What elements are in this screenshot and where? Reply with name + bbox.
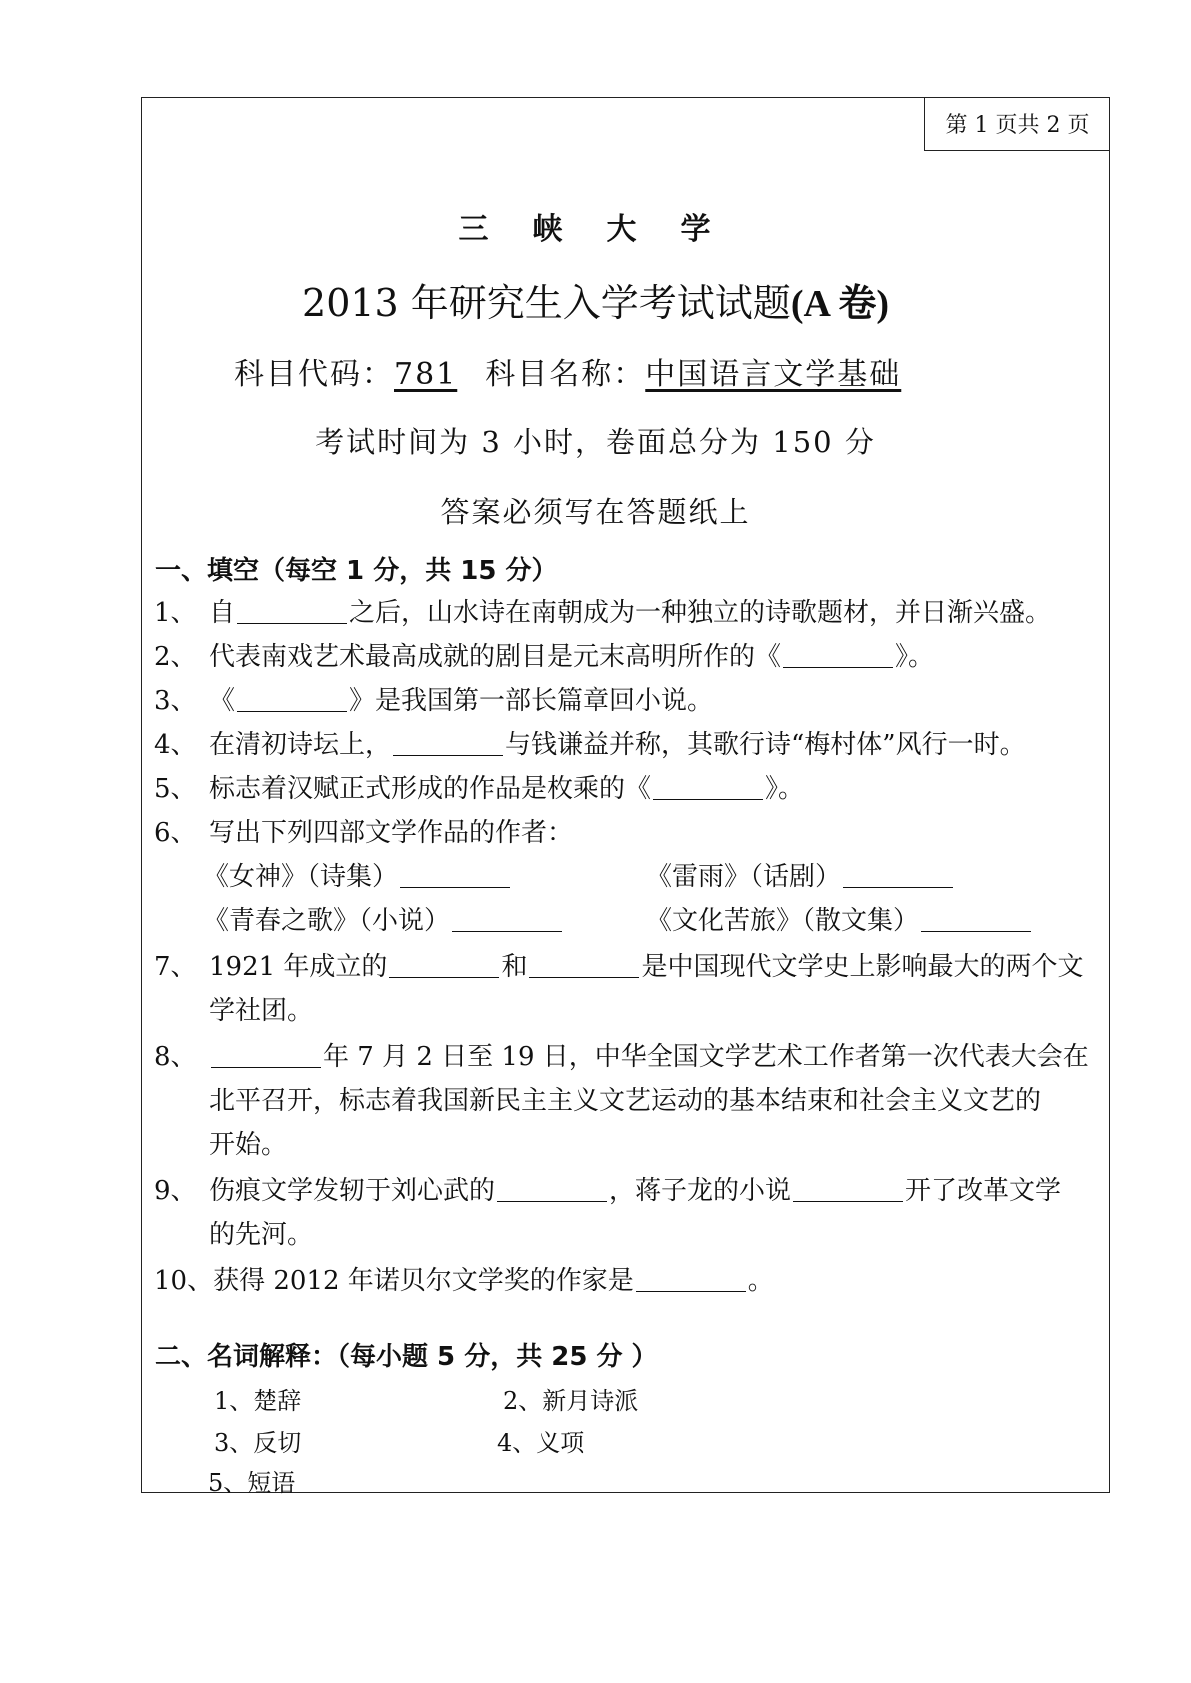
q2-text: 代表南戏艺术最高成就的剧目是元末高明所作的《 》。 (209, 642, 935, 672)
answer-blank (400, 861, 510, 888)
exam-time: 考试时间为 3 小时，卷面总分为 150 分 (315, 425, 876, 459)
subject-name-label: 科目名称： (485, 357, 646, 392)
q9-text: 伤痕文学发轫于刘心武的 ，蒋子龙的小说 开了改革文学 (209, 1176, 1062, 1206)
section2-heading: 二、名词解释：（每小题 5 分，共 25 分 ） (155, 1342, 658, 1372)
q6-work-1: 《女神》（诗集） (203, 856, 512, 893)
answer-blank (653, 773, 763, 800)
q9-text-cont: 的先河。 (209, 1220, 314, 1250)
answer-blank (529, 951, 639, 978)
exam-title (0, 272, 1191, 327)
answer-blank (636, 1265, 746, 1292)
subject-code-label: 科目代码： (234, 357, 394, 392)
q4-text: 在清初诗坛上， 与钱谦益并称，其歌行诗“梅村体”风行一时。 (209, 730, 1026, 760)
answer-blank (793, 1175, 903, 1202)
exam-title-suffix: (A 卷) (790, 283, 889, 325)
answer-blank (393, 729, 503, 756)
q1-number: 1、 (154, 598, 197, 628)
q2-number: 2、 (154, 642, 197, 672)
q6-work-4: 《文化苦旅》（散文集） (646, 900, 1033, 937)
answer-blank (211, 1041, 321, 1068)
answer-blank (497, 1175, 607, 1202)
term-4: 4、义项 (497, 1429, 585, 1457)
answer-blank (452, 905, 562, 932)
q8-number: 8、 (154, 1042, 197, 1072)
q6-work-3: 《青春之歌》（小说） (203, 900, 564, 937)
q10-text: 10、获得 2012 年诺贝尔文学奖的作家是 。 (154, 1266, 774, 1296)
subject-code: 781 (394, 357, 458, 392)
q9-number: 9、 (154, 1176, 197, 1206)
answer-note: 答案必须写在答题纸上 (440, 495, 751, 529)
subject-name: 中国语言文学基础 (645, 357, 902, 392)
q5-text: 标志着汉赋正式形成的作品是枚乘的《 》。 (209, 774, 805, 804)
q10-number: 10、 (154, 1266, 214, 1296)
q5-number: 5、 (154, 774, 197, 804)
q8-text-cont2: 开始。 (209, 1130, 288, 1160)
term-2: 2、新月诗派 (503, 1387, 639, 1415)
q1-text: 自 之后，山水诗在南朝成为一种独立的诗歌题材，并日渐兴盛。 (209, 598, 1052, 628)
answer-blank (237, 685, 347, 712)
term-3: 3、反切 (214, 1429, 302, 1457)
q3-number: 3、 (154, 686, 197, 716)
q6-work-2: 《雷雨》（话剧） (646, 856, 955, 893)
section1-heading: 一、填空（每空 1 分，共 15 分） (155, 556, 558, 586)
term-1: 1、楚辞 (214, 1387, 302, 1415)
q8-text-cont: 北平召开，标志着我国新民主主义文艺运动的基本结束和社会主义文艺的 (209, 1086, 1042, 1116)
q7-text: 1921 年成立的 和 是中国现代文学史上影响最大的两个文 (209, 952, 1084, 982)
answer-blank (389, 951, 499, 978)
q6-text: 写出下列四部文学作品的作者： (209, 818, 574, 848)
q8-text: 年 7 月 2 日至 19 日，中华全国文学艺术工作者第一次代表大会在 (209, 1036, 1089, 1073)
q4-number: 4、 (154, 730, 197, 760)
answer-blank (237, 597, 347, 624)
term-5: 5、短语 (208, 1469, 296, 1497)
answer-blank (921, 905, 1031, 932)
exam-title-prefix: 2013 年研究生入学考试试题 (302, 281, 791, 325)
subject-line (234, 349, 901, 393)
answer-blank (783, 641, 893, 668)
university-name: 三峡大学 (458, 212, 755, 247)
q6-number: 6、 (154, 818, 197, 848)
page-indicator: 第 1 页共 2 页 (924, 97, 1110, 151)
q7-text-cont: 学社团。 (209, 996, 314, 1026)
q3-text: 《 》是我国第一部长篇章回小说。 (209, 686, 714, 716)
q7-number: 7、 (154, 952, 197, 982)
answer-blank (843, 861, 953, 888)
